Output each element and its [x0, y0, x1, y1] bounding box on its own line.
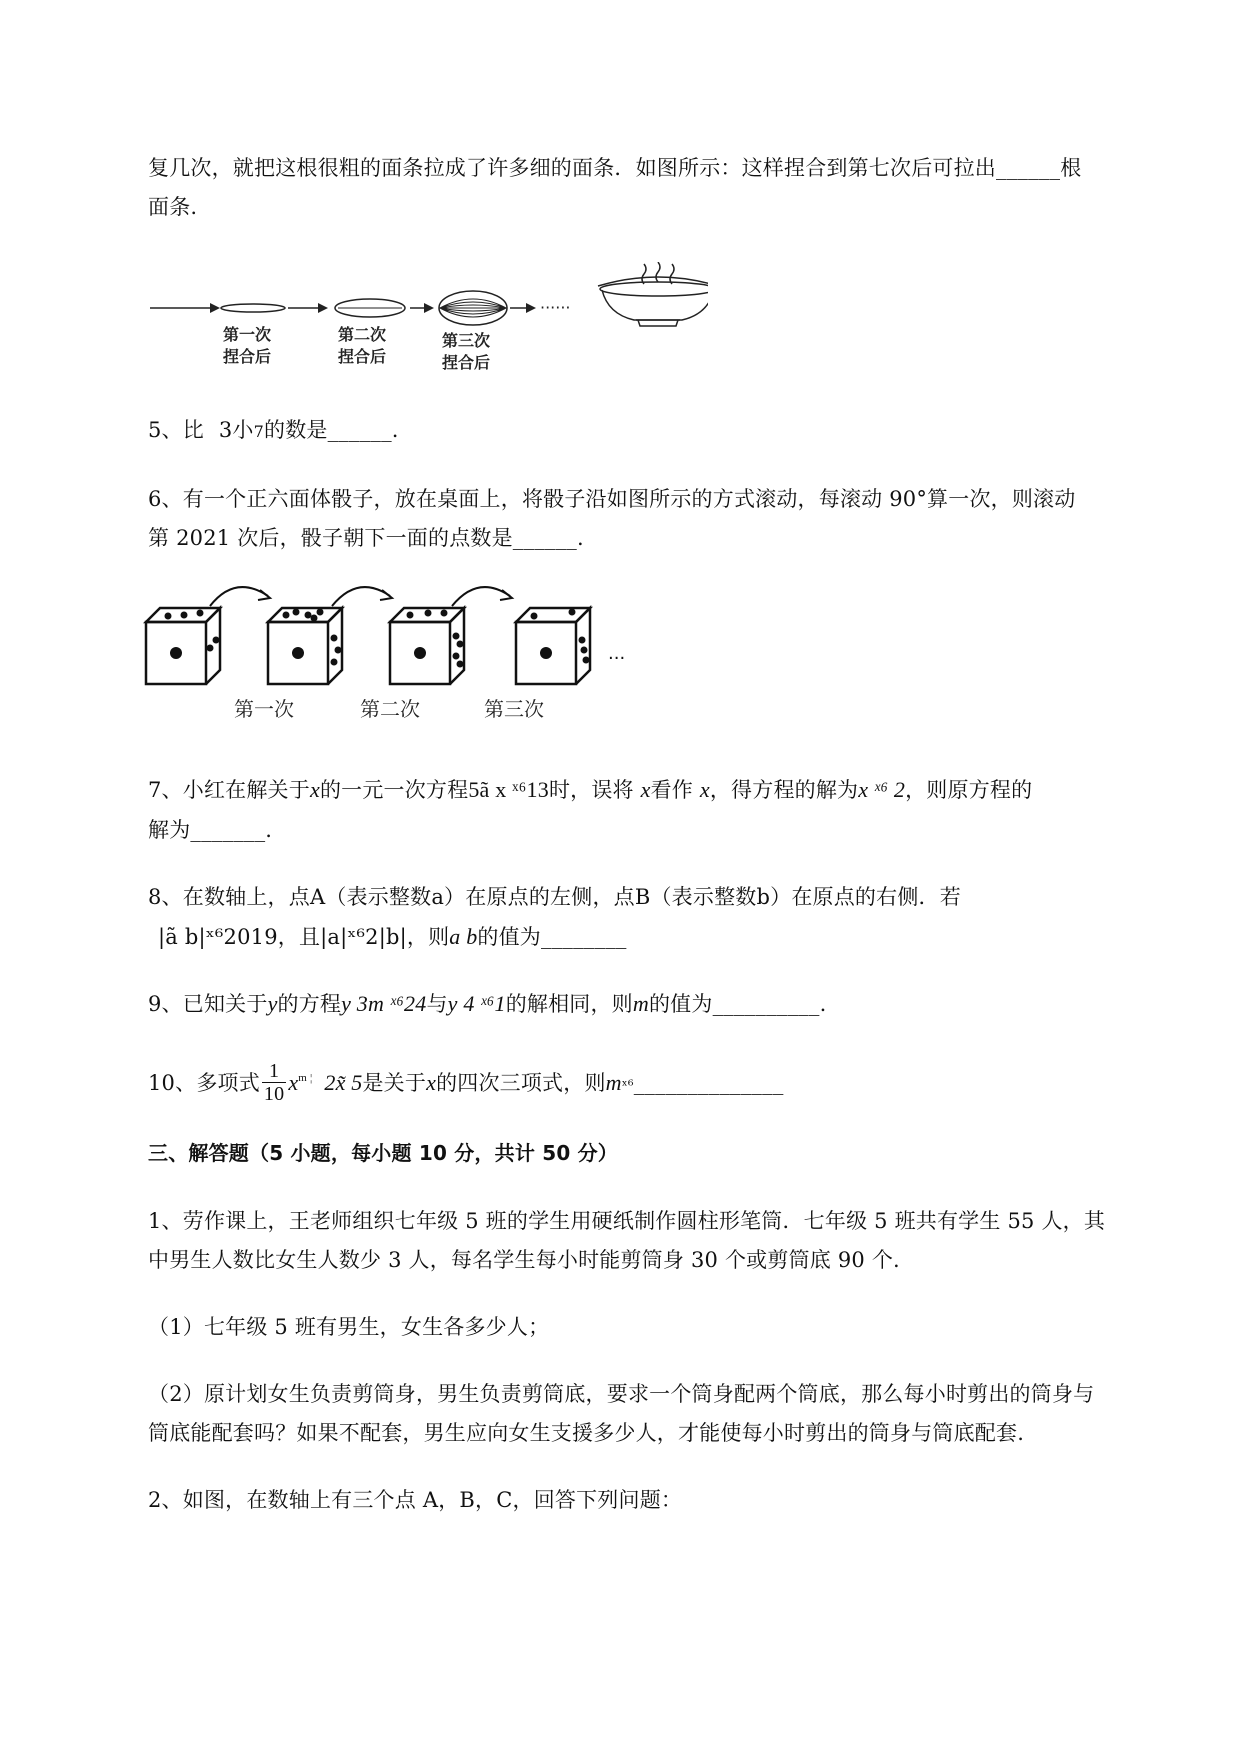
- noodle-figure: [148, 262, 708, 382]
- noodle-label-1b: 捏合后: [223, 347, 272, 366]
- q4-text-line1: 复几次，就把这根很粗的面条拉成了许多细的面条．如图所示：这样捏合到第七次后可拉出______根: [148, 156, 1082, 180]
- a1-sub2-line2: 筒底能配套吗？如果不配套，男生应向女生支援多少人，才能使每小时剪出的筒身与筒底配套.: [148, 1421, 1025, 1445]
- a1-sub1: （1）七年级 5 班有男生，女生各多少人；: [148, 1315, 550, 1339]
- noodle-label-3a: 第三次: [442, 331, 491, 350]
- noodle-step1-shape: [221, 304, 285, 312]
- fraction: $\frac{1}{10}$: [263, 1060, 285, 1105]
- q10-line: 10、多项式 $\frac{1}{10}$ $x^{m ¦}$ 2x̃ 5是关于x的四次三项式，则mˣ⁶______________: [148, 1060, 784, 1105]
- noodle-ellipsis: ······: [540, 298, 571, 317]
- q8-line2: |ã b|ˣ⁶2019，且|a|ˣ⁶2|b|，则a b的值为________: [158, 924, 627, 949]
- dice-label-3: 第三次: [484, 697, 544, 721]
- roll-arrow-icon: [332, 587, 390, 606]
- dice-2: [268, 608, 342, 684]
- steam-icon: [642, 262, 674, 284]
- arrow-icon: [424, 303, 434, 313]
- q8-line1: 8、在数轴上，点A（表示整数a）在原点的左侧，点B（表示整数b）在原点的右侧．若: [148, 885, 961, 909]
- a2-line1: 2、如图，在数轴上有三个点 A，B，C，回答下列问题：: [148, 1488, 683, 1512]
- dice-3: [390, 608, 464, 684]
- dice-figure: [140, 580, 660, 730]
- roll-arrow-icon: [210, 587, 268, 606]
- dice-1: [146, 608, 220, 684]
- q7-line2: 解为_______.: [148, 818, 273, 842]
- section-3-title: 三、解答题（5 小题，每小题 10 分，共计 50 分）: [148, 1141, 618, 1165]
- q6-line2: 第 2021 次后，骰子朝下一面的点数是______.: [148, 526, 584, 550]
- noodle-label-2a: 第二次: [338, 325, 387, 344]
- a1-line2: 中男生人数比女生人数少 3 人，每名学生每小时能剪筒身 30 个或剪筒底 90 个.: [148, 1248, 900, 1272]
- q9-line: 9、已知关于y的方程y 3m ˣ⁶24与y 4 ˣ⁶1的解相同，则m的值为__________.: [148, 991, 827, 1016]
- dice-4: [516, 608, 590, 684]
- arrow-icon: [526, 303, 536, 313]
- arrow-icon: [210, 303, 220, 313]
- q6-line1: 6、有一个正六面体骰子，放在桌面上，将骰子沿如图所示的方式滚动，每滚动 90°算一次，则滚动: [148, 487, 1076, 511]
- dice-ellipsis: ···: [608, 648, 626, 669]
- a1-sub2-line1: （2）原计划女生负责剪筒身，男生负责剪筒底，要求一个筒身配两个筒底，那么每小时剪出的筒身与: [148, 1382, 1095, 1406]
- noodle-label-3b: 捏合后: [442, 353, 491, 372]
- a1-line1: 1、劳作课上，王老师组织七年级 5 班的学生用硬纸制作圆柱形笔筒．七年级 5 班共有学生 55 人，其: [148, 1209, 1106, 1233]
- dice-label-1: 第一次: [234, 697, 294, 721]
- q7-line1: 7、小红在解关于x的一元一次方程5ã x ˣ⁶13时，误将 x看作 x，得方程的解为x ˣ⁶ 2，则原方程的: [148, 777, 1033, 802]
- roll-arrow-icon: [452, 587, 510, 606]
- noodle-label-2b: 捏合后: [338, 347, 387, 366]
- noodle-label-1a: 第一次: [223, 325, 272, 344]
- q5-line: 5、比 3小7的数是______.: [148, 418, 399, 442]
- dice-label-2: 第二次: [360, 697, 420, 721]
- q4-text-line2: 面条.: [148, 195, 198, 219]
